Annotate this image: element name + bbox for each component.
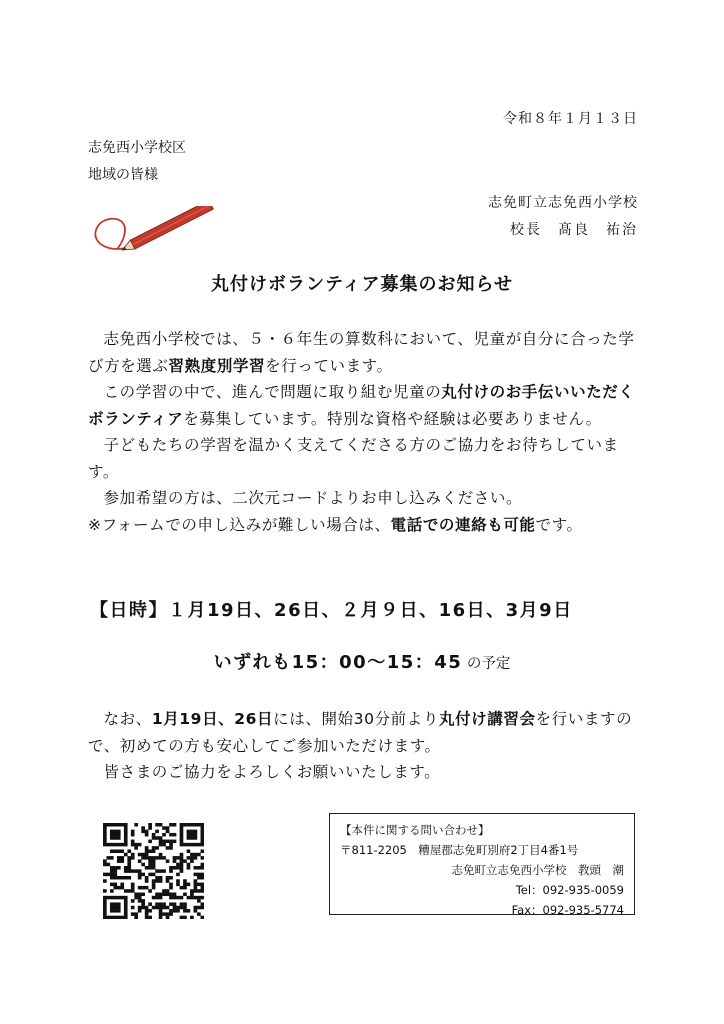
contact-fax: Fax：092-935-5774 [511,903,624,917]
paragraph-apply: 参加希望の方は、二次元コードよりお申し込みください。 [103,489,523,507]
paragraph-closing: 皆さまのご協力をよろしくお願いいたします。 [103,763,441,781]
pencil-icon [88,206,216,262]
sender-principal: 校長 髙良 祐治 [510,222,638,238]
contact-address: 〒811-2205 糟屋郡志免町別府2丁目4番1号 [340,843,579,857]
qr-code[interactable] [103,823,204,919]
contact-box [329,813,635,915]
paragraph-support: 子どもたちの学習を温かく支えてくださる方のご協力をお待ちしています。 [88,436,619,481]
paragraph-training: なお、1月19日、26日には、開始30分前より丸付け講習会を行いますので、初めての方も安心してご参加いただけます。 [88,710,633,755]
recipient-district: 志免西小学校区 [88,140,186,156]
schedule-dates: 【日時】１月19日、26日、２月９日、16日、3月9日 [90,600,573,621]
schedule-time: いずれも15：00～15：45 の予定 [213,652,511,673]
body-text [88,326,640,538]
contact-person: 志免町立志免西小学校 教頭 潮 [451,863,624,877]
paragraph-note: ※フォームでの申し込みが難しい場合は、電話での連絡も可能です。 [88,515,583,534]
notice-title: 丸付けボランティア募集のお知らせ [210,274,514,295]
recipient-residents: 地域の皆様 [88,167,158,183]
contact-heading: 【本件に関する問い合わせ】 [340,823,490,837]
sender-school: 志免町立志免西小学校 [488,195,638,211]
contact-tel: Tel：092-935-0059 [515,883,624,897]
body-text-2 [88,706,640,786]
paragraph-intro: 志免西小学校では、５・６年生の算数科において、児童が自分に合った学び方を選ぶ習熟度別学習を行っています。 [88,330,635,375]
document-date: 令和８年１月１３日 [503,111,638,127]
paragraph-recruit: この学習の中で、進んで問題に取り組む児童の丸付けのお手伝いいただくボランティアを募集しています。特別な資格や経験は必要ありません。 [88,383,635,428]
